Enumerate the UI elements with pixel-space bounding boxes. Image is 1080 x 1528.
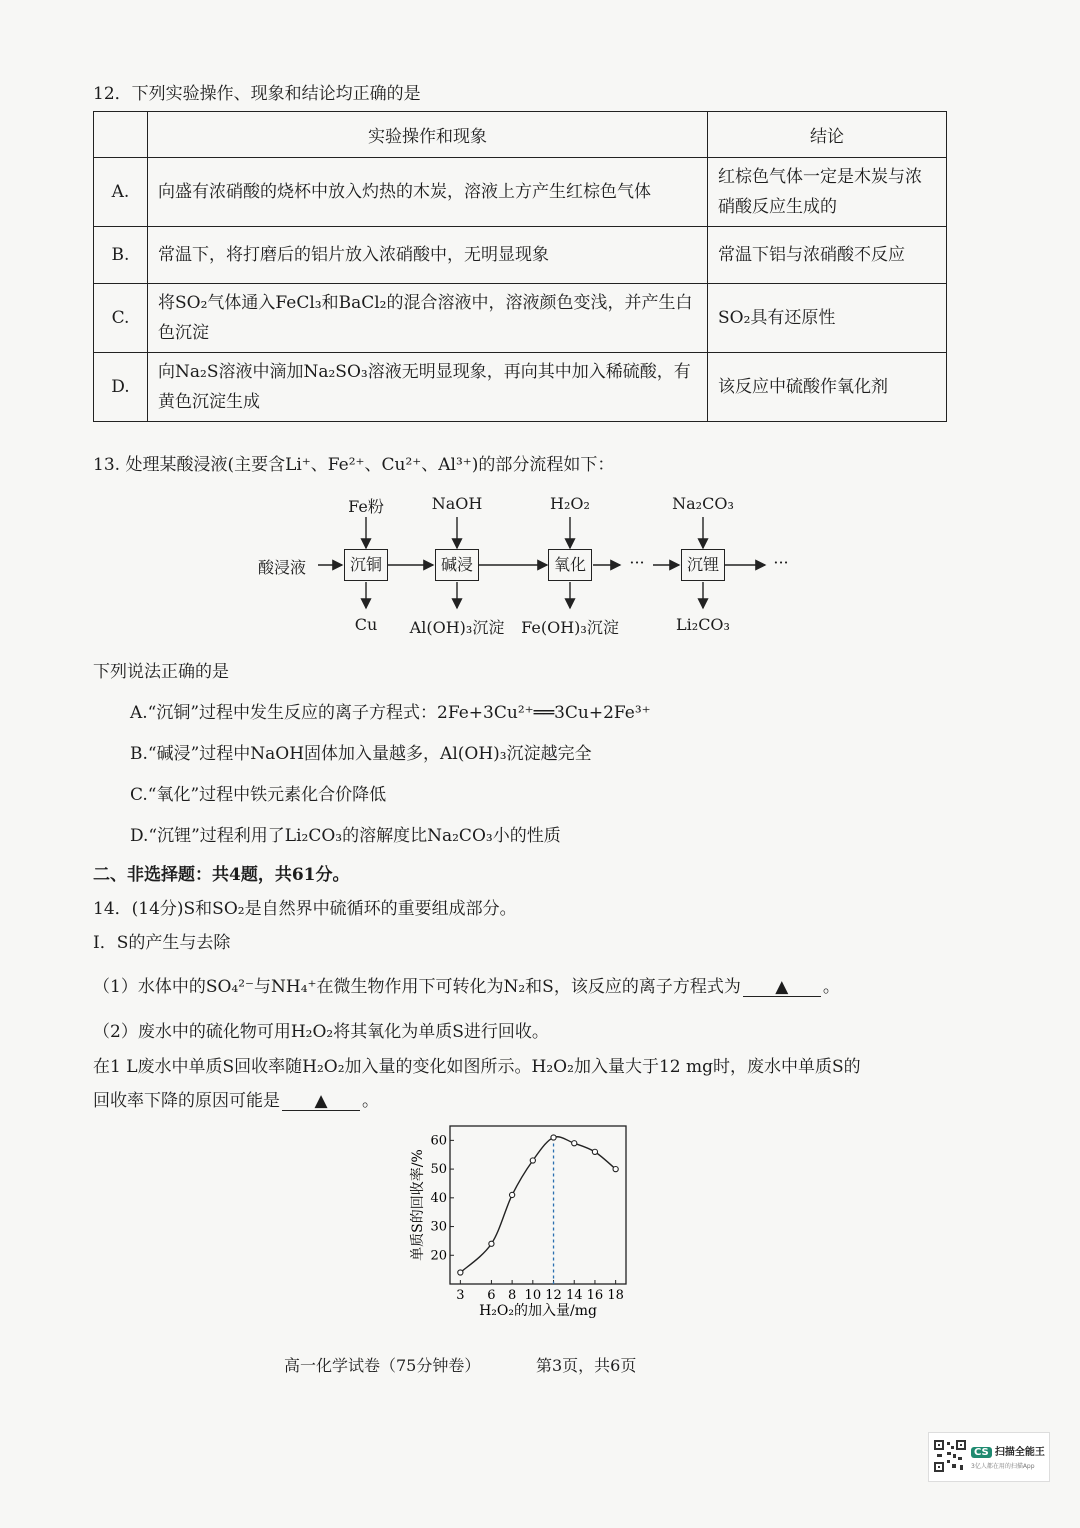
data-point [530,1158,535,1163]
x-tick-label: 10 [524,1288,542,1303]
series-line [460,1137,615,1273]
footer-page-number: 第3页，共6页 [536,1356,637,1375]
operation-cell: 将SO₂气体通入FeCl₃和BaCl₂的混合溶液中，溶液颜色变浅，并产生白色沉淀 [148,284,708,353]
data-point [613,1166,618,1171]
table-header-cell: 实验操作和现象 [148,112,708,158]
flow-step-box: 沉锂 [681,549,725,581]
conclusion-cell: 红棕色气体一定是木炭与浓硝酸反应生成的 [708,158,947,227]
q14-sub1-text: （1）水体中的SO₄²⁻与NH₄⁺在微生物作用下可转化为N₂和S，该反应的离子方程式为 [93,977,741,997]
q13-option-d: D.“沉锂”过程利用了Li₂CO₃的溶解度比Na₂CO₃小的性质 [130,826,561,846]
option-label: C. [94,284,148,353]
period: 。 [822,977,840,997]
table-row [94,227,947,284]
footer-exam-title: 高一化学试卷（75分钟卷） [284,1356,481,1375]
q12-stem: 12．下列实验操作、现象和结论均正确的是 [93,84,421,104]
y-tick-label: 40 [430,1190,447,1206]
q14-sub1 [93,977,840,997]
x-tick-label: 14 [565,1288,583,1303]
q13-option-b: B.“碱浸”过程中NaOH固体加入量越多，Al(OH)₃沉淀越完全 [130,744,592,764]
data-point [510,1192,515,1197]
q14-sub2: （2）废水中的硫化物可用H₂O₂将其氧化为单质S进行回收。 [93,1022,549,1042]
data-point [592,1149,597,1154]
flow-ellipsis: ··· [629,553,645,572]
table-header-cell [94,112,148,158]
flow-reagent: Na₂CO₃ [672,494,734,513]
x-tick-label: 12 [545,1288,562,1303]
q14-para2 [93,1091,379,1111]
table-header-cell: 结论 [708,112,947,158]
table-row [94,353,947,422]
flow-product: Cu [354,615,378,634]
option-label: A. [94,158,148,227]
q12-table [93,111,947,422]
answer-blank[interactable]: ▲ [743,979,821,997]
scanner-watermark [928,1432,1050,1482]
scanner-app-name: CS 扫描全能王 [971,1443,1045,1458]
x-tick-label: 3 [456,1288,465,1303]
q13-stem: 13. 处理某酸浸液(主要含Li⁺、Fe²⁺、Cu²⁺、Al³⁺)的部分流程如下： [93,455,615,475]
conclusion-cell: 该反应中硫酸作氧化剂 [708,353,947,422]
option-label: D. [94,353,148,422]
flow-step-box: 碱浸 [435,549,479,581]
data-point [489,1241,494,1246]
data-point [458,1270,463,1275]
answer-blank[interactable]: ▲ [282,1093,360,1111]
recovery-chart [400,1120,640,1319]
operation-cell: 常温下，将打磨后的铝片放入浓硝酸中，无明显现象 [148,227,708,284]
q14-para1: 在1 L废水中单质S回收率随H₂O₂加入量的变化如图所示。H₂O₂加入量大于12 mg时，废水中单质S的 [93,1057,861,1077]
q14-part1: I．S的产生与去除 [93,933,231,953]
y-axis-label: 单质S的回收率/% [410,1149,426,1261]
operation-cell: 向盛有浓硝酸的烧杯中放入灼热的木炭，溶液上方产生红棕色气体 [148,158,708,227]
section-heading: 二、非选择题：共4题，共61分。 [93,865,350,885]
x-tick-label: 18 [607,1288,624,1303]
flow-product: Fe(OH)₃沉淀 [521,618,619,637]
flow-reagent: Fe粉 [348,497,384,516]
flow-step-box: 氧化 [548,549,592,581]
x-axis-label: H₂O₂的加入量/mg [479,1303,597,1319]
x-tick-label: 6 [487,1288,496,1303]
q14-stem: 14．(14分)S和SO₂是自然界中硫循环的重要组成部分。 [93,899,517,919]
scanner-badge-icon: CS [971,1447,992,1458]
flow-start-label: 酸浸液 [258,558,307,577]
flow-product: Li₂CO₃ [676,615,730,634]
conclusion-cell: 常温下铝与浓硝酸不反应 [708,227,947,284]
q14-para2-text: 回收率下降的原因可能是 [93,1091,280,1111]
conclusion-cell: SO₂具有还原性 [708,284,947,353]
x-tick-label: 16 [586,1288,604,1303]
q13-option-c: C.“氧化”过程中铁元素化合价降低 [130,785,387,805]
qr-code-icon [933,1439,967,1473]
option-label: B. [94,227,148,284]
table-row [94,158,947,227]
data-point [572,1141,577,1146]
y-tick-label: 50 [430,1162,447,1178]
flow-product: Al(OH)₃沉淀 [409,618,505,637]
operation-cell: 向Na₂S溶液中滴加Na₂SO₃溶液无明显现象，再向其中加入稀硫酸，有黄色沉淀生成 [148,353,708,422]
y-tick-label: 20 [430,1248,447,1264]
table-header-row [94,112,947,158]
flow-reagent: NaOH [431,494,483,513]
scanner-tagline: 3亿人都在用的扫描App [971,1463,1035,1470]
x-tick-label: 8 [507,1288,517,1303]
period: 。 [362,1091,379,1111]
q13-question: 下列说法正确的是 [93,662,229,682]
flow-ellipsis-end: ··· [773,553,789,572]
flow-step-box: 沉铜 [344,549,388,581]
y-tick-label: 60 [430,1133,447,1149]
table-row [94,284,947,353]
data-point [551,1135,556,1140]
flow-reagent: H₂O₂ [550,494,590,513]
y-tick-label: 30 [430,1219,447,1235]
q13-option-a: A.“沉铜”过程中发生反应的离子方程式：2Fe+3Cu²⁺══3Cu+2Fe³⁺ [130,703,651,723]
